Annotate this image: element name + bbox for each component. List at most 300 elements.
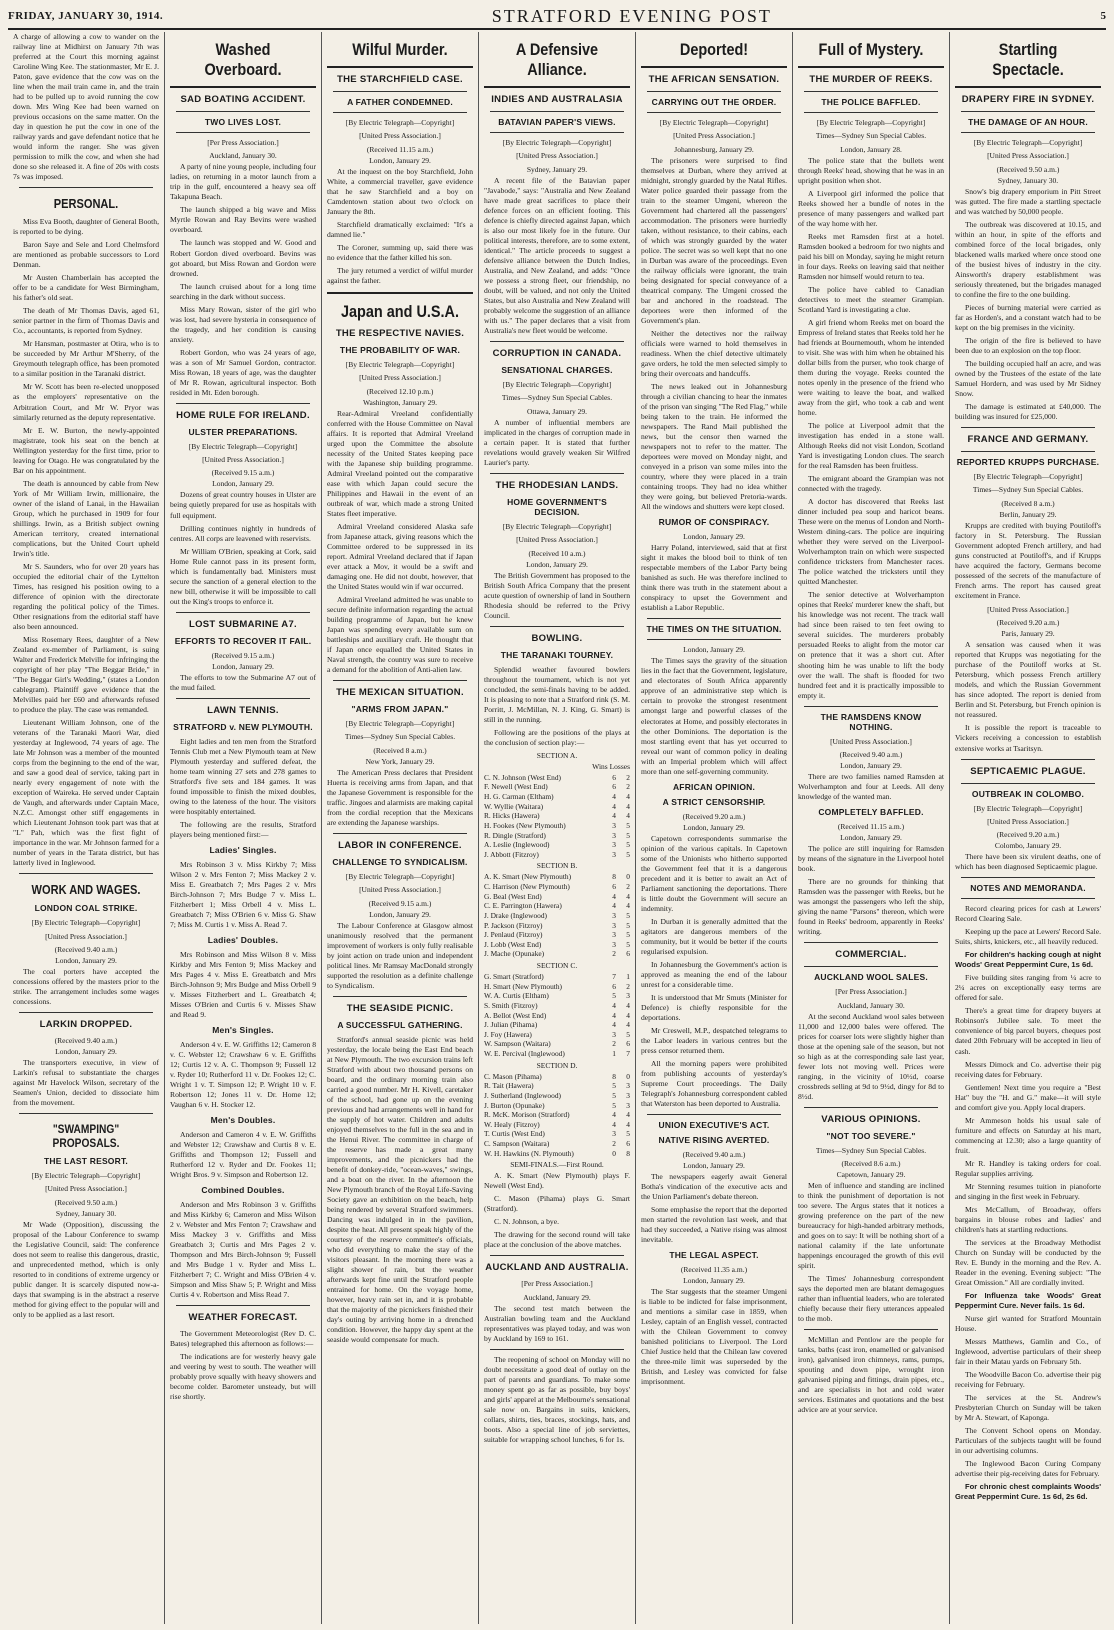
article-text: At the inquest on the boy Starchfield, John White, a commercial traveller, gave evidence that he saw Starchfield and a boy on Camdentown station about two o'clock on January the 8th. xyxy=(327,166,473,216)
subheading: CARRYING OUT THE ORDER. xyxy=(651,97,777,107)
headline: Wilful Murder. xyxy=(352,40,448,59)
article-text: Miss Mary Rowan, sister of the girl who was lost, had severe hysteria in consequence of the tragedy, and her condition is causing anxiety. xyxy=(170,304,316,344)
subheading: NATIVE RISING AVERTED. xyxy=(658,1135,770,1145)
section-heading: PERSONAL. xyxy=(53,196,119,212)
subheading: Ladies' Singles. xyxy=(209,844,277,855)
subheading: SAD BOATING ACCIDENT. xyxy=(180,94,306,105)
received-time: (Received 11.15 a.m.) xyxy=(366,144,434,154)
table-row xyxy=(484,821,630,831)
player-name: G. Smart (Stratford) xyxy=(484,972,544,982)
subheading: THE PROBABILITY OF WAR. xyxy=(339,344,461,355)
subheading: COMPLETELY BAFFLED. xyxy=(818,806,924,817)
subheading: AUCKLAND WOOL SALES. xyxy=(814,972,928,983)
divider xyxy=(647,1114,781,1115)
player-name: H. G. Carman (Eltham) xyxy=(484,792,554,802)
credit-line: [United Press Association.] xyxy=(516,535,598,545)
divider xyxy=(176,132,310,133)
article-text: Admiral Vreeland admitted he was unable to secure definite information regarding the actual building programme of Japan, but he knew Japan was spending every available sum on battleships and auxiliary craft. He thought that if Japan once equalled the United States in Naval strength, the country was sure to receive a demand for the abolition of Anti-alien law. xyxy=(327,594,473,675)
wins-cell: 3 xyxy=(612,930,616,940)
losses-cell: 4 xyxy=(626,891,630,901)
subheading: INDIES AND AUSTRALASIA xyxy=(491,94,623,105)
news-item: The death of Mr Thomas Davis, aged 61, senior partner in the firm of Thomas Davis and Co., accountants, is reported from Sydney. xyxy=(13,306,159,336)
column-4 xyxy=(479,32,636,1624)
column-2 xyxy=(165,32,322,1624)
article-text: The Government Meteorologist (Rev D. C. Bates) telegraphed this afternoon as follows:— xyxy=(170,1329,316,1349)
headline: Japan and U.S.A. xyxy=(340,301,460,321)
player-name: S. Smith (Fitzroy) xyxy=(484,1000,538,1010)
received-time: (Received 9.15 a.m.) xyxy=(368,898,432,908)
table-row xyxy=(484,802,630,812)
wins-cell: 8 xyxy=(612,1071,616,1081)
article-text: Some emphasise the report that the deported men started the revolution last week, and that had they succeeded, a Native rising was almost inevitable. xyxy=(641,1205,787,1245)
losses-cell: 5 xyxy=(626,1129,630,1139)
article-text: The indications are for westerly heavy gale and veering by west to south. The weather will probably prove squally with heavy showers and become colder. Barometer unsteady, but will rise shortly. xyxy=(170,1352,316,1402)
dateline: Auckland, January 30. xyxy=(837,1000,905,1010)
credit-line: [By Electric Telegraph—Copyright] xyxy=(502,521,612,531)
wins-cell: 3 xyxy=(612,830,616,840)
news-item: Five building sites ranging from ¼ acre to 2¼ acres on exceptionally easy terms are offered for sale. xyxy=(955,973,1101,1003)
article-text: Following are the positions of the plays at the conclusion of section play:— xyxy=(484,727,630,747)
subheading: Combined Doubles. xyxy=(201,1185,285,1196)
player-name: J. Drake (Inglewood) xyxy=(484,910,548,920)
article-text: The American Press declares that President Huerta is receiving arms from Japan, and that the Japanese Government is responsible for the traffic. Jingoes and alarmists are making capital from the cordial reception that the Mexicans are extending the Japanese warships. xyxy=(327,767,473,827)
article-text: It is possible the report is traceable to Vickers receiving a concession to establish extensive works at Tsaritsyn. xyxy=(955,723,1101,753)
results-text: Anderson 4 v. E. W. Griffiths 12; Cameron 8 v. C. Webster 12; Crawshaw 6 v. E. Griffiths 12; Curtis 12 v. A. C. Thompson 9; Fussell 12 v. Ryder 10; Rutherford 11 v. Dr. Fookes 12; C. Wright 1 v. T. Simpson 12; P. Wright 10 v. F. Robertson 12; Jones 11 v. Dr. Home 12; Vaughan 6 v. H. Stocker 12. xyxy=(170,1040,316,1110)
divider xyxy=(961,759,1095,760)
divider xyxy=(327,292,473,294)
article-text: Reeks met Ramsden first at a hotel. Ramsden booked a bedroom for two nights and paid his bill on Monday, saying he might return in four days. Reeks on leaving said that neither Ramsden nor himself would return to tea. xyxy=(798,231,944,281)
divider xyxy=(961,451,1095,452)
table-row xyxy=(484,1072,630,1082)
subheading: HOME GOVERNMENT'S DECISION. xyxy=(507,496,607,517)
wins-cell: 3 xyxy=(612,939,616,949)
losses-cell: 5 xyxy=(626,849,630,859)
received-time: (Received 9.50 a.m.) xyxy=(996,164,1060,174)
table-row xyxy=(484,1001,630,1011)
table-section-label: SEMI-FINALS.—First Round. xyxy=(510,1160,604,1170)
losses-cell: 5 xyxy=(626,939,630,949)
losses-cell: 2 xyxy=(626,981,630,991)
table-section-label: SECTION D. xyxy=(536,1060,578,1070)
subheading: THE RAMSDENS KNOW NOTHING. xyxy=(820,711,922,732)
subheading: THE AFRICAN SENSATION. xyxy=(648,74,780,85)
credit-line: [By Electric Telegraph—Copyright] xyxy=(973,803,1083,813)
wins-cell: 7 xyxy=(612,972,616,982)
subheading: THE MURDER OF REEKS. xyxy=(809,74,933,85)
wins-cell: 4 xyxy=(612,1110,616,1120)
article-text: The police at Liverpool admit that the investigation has ended in a stone wall. Although Reeks did not visit London, Scotland Yard is investigating London clues. The search for the real Ramsden has been fruitless. xyxy=(798,421,944,471)
wins-cell: 6 xyxy=(612,782,616,792)
subheading: TWO LIVES LOST. xyxy=(204,117,282,127)
table-row xyxy=(484,991,630,1001)
losses-cell: 6 xyxy=(626,1039,630,1049)
article-text: A recent file of the Batavian paper "Javabode," says: "Australia and New Zealand have made great sacrifices to place their defence forces on an efficient footing. This defence is chiefly directed against Japan, which is also our most likely foe in the future. Our political interests, therefore, are to some extent, identical." The article proceeds to suggest a defensive alliance between the Dutch Indies, Australia, and New Zealand, and adds: "Once we possess a strong fleet, our friendship, no doubt, will be valued, and not only the United States, but also Australia and New Zealand will probably welcome the suggestion of an alliance with us." The paper declares that a visit from Australia's new fleet would be welcome. xyxy=(484,175,630,335)
article-text: The coal porters have accepted the concessions offered by the masters prior to the strike. The arrangement includes some wages concessions. xyxy=(13,966,159,1006)
subheading: SENSATIONAL CHARGES. xyxy=(501,365,613,375)
news-item: Mr Hansman, postmaster at Otira, who is to be succeeded by Mr Arthur M'Sherry, of the Greymouth telegraph office, has been promoted to a similar position in the Taranaki district. xyxy=(13,339,159,379)
article-text: The transporters executive, in view of Larkin's refusal to substantiate the charges against Mr Havelock Wilson, secretary of the Seamen's Union, decided to dissociate him from the movement. xyxy=(13,1058,159,1108)
news-item: Mrs McCallum, of Broadway, offers bargains in blouse robes and ladies' and children's hats at startling reductions. xyxy=(955,1204,1101,1234)
wins-cell: 4 xyxy=(612,801,616,811)
losses-cell: 2 xyxy=(626,772,630,782)
dateline: London, January 29. xyxy=(683,645,745,655)
losses-cell: 1 xyxy=(626,972,630,982)
subheading: LONDON COAL STRIKE. xyxy=(34,903,138,914)
dateline: London, January 28. xyxy=(840,144,902,154)
losses-cell: 4 xyxy=(626,1119,630,1129)
divider xyxy=(798,66,944,68)
news-item: Messrs Dimock and Co. advertise their pig receiving dates for February. xyxy=(955,1059,1101,1079)
dateline: Berlin, January 29. xyxy=(999,509,1057,519)
article-text: Men of influence and standing are inclined to think the punishment of deportation is not too severe. The Argus states that it notices a growing preference on the part of the new bureaucracy for high-handed arbitrary methods, and goes on to say: It will be nothing short of a national calamity if the late unfortunate happenings encouraged the growth of this evil spirit. xyxy=(798,1181,944,1271)
news-item: Mr R. Handley is taking orders for coal. Regular supplies arriving. xyxy=(955,1158,1101,1178)
article-text: A charge of allowing a cow to wander on the railway line at Midhirst on January 7th was preferred at the Court this morning against Caroline Wing Kee. The stationmaster, Mr E. J. Paton, gave evidence that the cow was on the line when the mail train came in, and the train had to be pulled up to avoid running the cow down. Mrs Wing Kee had been warned on previous occasions on the same matter. On the day in question he put the cow in one of the railway yards and gave defendant notice that he would inform the ranger. She was given permission to milk the cow, and when she had done so she released it. A fine of 20s with costs 7s was imposed. xyxy=(13,32,159,182)
table-row xyxy=(484,1039,630,1049)
dateline: Sydney, January 30. xyxy=(55,1208,117,1218)
news-item: Miss Rosemary Rees, daughter of a New Zealand ex-member of Parliament, is suing Walter and Frederick Melville for infringing the copyright of her play "The Beggar Bride," in "The Beggar Girl's Wedding," (states a London cablegram). Plaintiff gave evidence that the Melvilles paid her £60 and afterwards refused to produce the play. The case was remanded. xyxy=(13,634,159,714)
divider xyxy=(333,112,467,113)
article-text: Eight ladies and ten men from the Stratford Tennis Club met a New Plymouth team at New Plymouth yesterday and suffered defeat, the home team winning 27 sets and 278 games to Stratford's five sets and 184 games. It was found impossible to finish the mixed doubles, owing to the lateness of the hour. The visitors were hospitably entertained. xyxy=(170,736,316,816)
losses-cell: 4 xyxy=(626,811,630,821)
divider xyxy=(176,403,310,404)
table-row xyxy=(484,850,630,860)
table-row xyxy=(484,872,630,882)
article-text: The police are still inquiring for Ramsden by means of the signature in the Liverpool hotel book. xyxy=(798,843,944,874)
received-time: (Received 8 a.m.) xyxy=(373,745,427,755)
article-text: The Star suggests that the steamer Umgeni is liable to be indicted for false imprisonment, and mentions a similar case in 1859, when Lesley, captain of an English vessel, contracted with the Chilean Government to convey banished politicians to Liverpool. The Lord Chief Justice held that the Chilean law covered the three-mile limit was superseded by the British, and Lesley was convicted for false imprisonment. xyxy=(641,1287,787,1387)
losses-cell: 4 xyxy=(626,1000,630,1010)
article-text: The prisoners were surprised to find themselves at Durban, where they arrived at midnight, strongly guarded by the Natal Rifles. Water police guarded their passage from the train to the steamer Umgeni, whereon the Government had chartered all the passengers' accommodation. The prisoners were hurriedly taken, without resistance, to their cabins, each of which was strongly guarded by the water police. The secret was so well kept that no one in Durban was aware of the proceedings. Even the railway officials were ignorant, the train being designated for special conveyance of a theatrical company. The Umgeni crossed the bar and anchored in the roadstead. The deportees were then informed of the Government's plan. xyxy=(641,155,787,325)
column-6 xyxy=(793,32,950,1624)
wins-cell: 2 xyxy=(612,949,616,959)
section-heading: WORK AND WAGES. xyxy=(31,882,141,898)
losses-cell: 3 xyxy=(626,991,630,1001)
wins-cell: 3 xyxy=(612,849,616,859)
divider xyxy=(176,111,310,112)
divider xyxy=(19,187,153,188)
divider xyxy=(19,1012,153,1013)
wins-cell: 6 xyxy=(612,772,616,782)
received-time: (Received 9.50 a.m.) xyxy=(54,1197,118,1207)
divider xyxy=(327,66,473,68)
divider xyxy=(490,473,624,474)
news-item: Record clearing prices for cash at Lewers' Record Clearing Sale. xyxy=(955,904,1101,924)
player-name: W. E. Percival (Inglewood) xyxy=(484,1049,565,1059)
news-item: Mr Ammeson holds his usual sale of furniture and effects on Saturday at his mart, commencing at 12.30; also a large quantity of fruit. xyxy=(955,1115,1101,1155)
credit-line: [United Press Association.] xyxy=(359,131,441,141)
news-item: Mr S. Saunders, who for over 20 years has occupied the editorial chair of the Lyttelton Times, has resigned his position owing to a difference of opinion with the directorate regarding the political policy of the Times. Other resignations from the editorial staff have also been announced. xyxy=(13,561,159,631)
subheading: THE LEGAL ASPECT. xyxy=(669,1250,759,1261)
player-name: A. Bellot (West End) xyxy=(484,1010,547,1020)
issue-date: FRIDAY, JANUARY 30, 1914. xyxy=(8,10,164,22)
subheading: Men's Singles. xyxy=(212,1025,274,1036)
player-name: J. Penlaud (Fitzroy) xyxy=(484,930,543,940)
dateline: Washington, January 29. xyxy=(363,397,437,407)
section-heading: THE SEASIDE PICNIC. xyxy=(346,1002,454,1014)
dateline: Auckland, January 30. xyxy=(209,151,277,161)
player-name: J. Sutherland (Inglewood) xyxy=(484,1090,561,1100)
table-row xyxy=(484,1120,630,1130)
wins-cell: 3 xyxy=(612,920,616,930)
article-text: There are no grounds for thinking that Ramsden was the passenger with Reeks, but he was amongst the passengers who left the ship, giving the name "Parsons" thereon, which were found in Reeks' bedroom, apparently in Reeks' writing. xyxy=(798,877,944,937)
player-name: J. Abbott (Fitzroy) xyxy=(484,849,539,859)
news-item: Messrs Matthews, Gamlin and Co., of Inglewood, advertise particulars of their sheep fair in their Matau yards on February 5th. xyxy=(955,1336,1101,1366)
table-row xyxy=(484,972,630,982)
received-time: (Received 10 a.m.) xyxy=(528,548,586,558)
table-row xyxy=(484,831,630,841)
received-time: (Received 9.20 a.m.) xyxy=(996,830,1060,840)
losses-cell: 3 xyxy=(626,1081,630,1091)
table-row xyxy=(484,1011,630,1021)
divider xyxy=(19,1113,153,1114)
table-row xyxy=(484,930,630,940)
divider xyxy=(333,680,467,681)
wins-cell: 4 xyxy=(612,891,616,901)
table-row xyxy=(484,982,630,992)
received-time: (Received 8.6 a.m.) xyxy=(841,1159,901,1169)
wins-cell: 2 xyxy=(612,1139,616,1149)
player-name: W. Wyllie (Waitara) xyxy=(484,801,544,811)
article-text: A doctor has discovered that Reeks last dinner included pea soup and haricot beans. These were on the menus of London and North-Western dining-cars. The police are inquiring whether they were served on the Liverpool-Wolverhampton train on which were suspected confidence tricksters from Manchester races. The police watched the tricksters until they quitted Manchester. xyxy=(798,497,944,587)
credit-line: [By Electric Telegraph—Copyright] xyxy=(345,719,455,729)
losses-cell: 5 xyxy=(626,830,630,840)
section-heading: VARIOUS OPINIONS. xyxy=(821,1113,921,1125)
wins-cell: 5 xyxy=(612,991,616,1001)
divider xyxy=(333,91,467,92)
article-text: Splendid weather favoured bowlers throughout the tournament, which is not yet concluded, the semi-finals having to be added. It is pleasing to note that a Stratford rink (S. M. Porritt, J. McMillan, N. J. King, G. Smart) is still in the running. xyxy=(484,664,630,724)
newspaper-title: STRATFORD EVENING POST xyxy=(491,5,772,26)
dateline: London, January 29. xyxy=(369,155,431,165)
news-item: Mr W. Scott has been re-elected unopposed as the employers' representative on the Arbitration Court, and Mr W. Pryor was similarly returned as the deputy representative. xyxy=(13,382,159,422)
received-time: (Received 8 a.m.) xyxy=(1001,498,1055,508)
losses-cell: 0 xyxy=(626,1071,630,1081)
table-row xyxy=(484,901,630,911)
wins-cell: 1 xyxy=(612,1049,616,1059)
news-item: Baron Saye and Sele and Lord Chelmsford are mentioned as probable successors to Lord Denman. xyxy=(13,240,159,270)
credit-line: [By Electric Telegraph—Copyright] xyxy=(659,118,769,127)
subheading: THE POLICE BAFFLED. xyxy=(821,97,921,107)
player-name: P. Jackson (Fitzroy) xyxy=(484,920,543,930)
headline: Startling Spectacle. xyxy=(992,40,1064,79)
dateline: London, January 29. xyxy=(212,661,274,671)
table-row xyxy=(484,840,630,850)
column-5 xyxy=(636,32,793,1624)
results-text: Mrs Robinson 3 v. Miss Kirkby 7; Miss Wilson 2 v. Mrs Fenton 7; Miss Mackey 2 v. Miss E. Greatbatch 7; Mrs Pages 2 v. Mrs Birch-Johnson 7; Mrs Budge 7 v. Miss L. Fitzherbert 1; Miss Orbell 4 v. Miss L. Greatbatch 7; Miss O'Brien 6 v. Miss G. Shaw 7; Miss M. Curtis 1 v. Miss A. Read 7. xyxy=(170,859,316,929)
column-7 xyxy=(950,32,1106,1624)
table-row xyxy=(484,811,630,821)
player-name: C. Sampson (Waitara) xyxy=(484,1139,550,1149)
article-text: Pieces of burning material were carried as far as Horden's, and a constant watch had to be kept on the big premises in the vicinity. xyxy=(955,302,1101,332)
subheading: EFFORTS TO RECOVER IT FAIL. xyxy=(174,635,312,646)
wins-cell: 4 xyxy=(612,901,616,911)
divider xyxy=(176,1305,310,1306)
article-text: The police have cabled to Canadian detectives to meet the steamer Grampian. Scotland Yard is investigating a clue. xyxy=(798,284,944,314)
table-row xyxy=(484,1101,630,1111)
article-text: Mr William O'Brien, speaking at Cork, said Home Rule cannot pass in its present form, which is fundamentally bad. Ministers must secure the sanction of a general election to the new bill, otherwise it will be impossible to call out the King's troops to enforce it. xyxy=(170,546,316,606)
article-text: Admiral Vreeland considered Alaska safe from Japanese attack, giving reasons which the Committee ordered to be suppressed in its report. Admiral Vreeland declared that if Japan ever attack a Mov, it would be a swift and damaging one. He did not doubt, however, that the United States would win if war occurred. xyxy=(327,521,473,591)
player-name: A. Leslie (Inglewood) xyxy=(484,840,550,850)
divider xyxy=(961,111,1095,112)
subheading: THE DAMAGE OF AN HOUR. xyxy=(968,117,1088,127)
dateline: London, January 29. xyxy=(683,1276,745,1286)
losses-cell: 0 xyxy=(626,872,630,882)
player-name: C. E. Parrington (Hawera) xyxy=(484,901,562,911)
wins-cell: 6 xyxy=(612,882,616,892)
section-heading: FRANCE AND GERMANY. xyxy=(967,434,1089,446)
table-section-label: SECTION A. xyxy=(536,750,578,760)
credit-line: [By Electric Telegraph—Copyright] xyxy=(345,118,455,127)
table-row xyxy=(484,1030,630,1040)
wins-cell: 5 xyxy=(612,1090,616,1100)
article-text: The jury returned a verdict of wilful murder against the father. xyxy=(327,265,473,285)
wins-cell: 4 xyxy=(612,1119,616,1129)
divider xyxy=(490,341,624,342)
player-name: H. Smart (New Plymouth) xyxy=(484,981,563,991)
section-heading: LABOR IN CONFERENCE. xyxy=(338,839,462,851)
divider xyxy=(961,877,1095,878)
received-time: (Received 9.15 a.m.) xyxy=(211,650,275,660)
table-row xyxy=(484,782,630,792)
article-text: The police state that the bullets went through Reeks' head, showing that he was in an upright position when shot. xyxy=(798,155,944,185)
player-name: W. Sampson (Waitara) xyxy=(484,1039,551,1049)
advertisement-text: For Influenza take Woods' Great Peppermint Cure. Never fails. 1s 6d. xyxy=(955,1290,1101,1310)
dateline: Auckland, January 29. xyxy=(523,1292,591,1302)
results-table-c xyxy=(484,972,630,1059)
wins-cell: 6 xyxy=(612,981,616,991)
article-text: The Labour Conference at Glasgow almost unanimously resolved that the permanent improvement of workers is only fully realisable by joint action on trade union and independent political lines. Mr Ramsay MacDonald strongly supported the resolution as a definite challenge to Syndicalism. xyxy=(327,920,473,990)
article-text: The emigrant aboard the Grampian was not connected with the tragedy. xyxy=(798,474,944,494)
player-name: G. Beal (West End) xyxy=(484,891,542,901)
losses-cell: 7 xyxy=(626,1049,630,1059)
results-table-a xyxy=(484,773,630,860)
article-text: The British Government has proposed to the British South Africa Company that the present acute question of ownership of land in Southern Rhodesia should be referred to the Privy Council. xyxy=(484,570,630,620)
article-text: C. Mason (Pihama) plays G. Smart (Stratford). xyxy=(484,1194,630,1214)
results-text: Anderson and Mrs Robinson 3 v. Griffiths and Miss Kirkby 6; Cameron and Miss Wilson 2 v. Webster and Mrs Fenton 7; Crawshaw and Miss Mackey 3 v. Griffiths and Miss Greatbatch 3; Curtis and Mrs Pages 2 v. Thompson and Mrs Birch-Johnson 9; Fussell and Mrs Budge 1 v. Ryder and Miss L. Fitzherbert 7; C. Wright and Miss O'Brien 4 v. Simpson and Miss Shaw 5; P. Wright and Miss Curtis 4 v. Robertson and Miss Read 7. xyxy=(170,1200,316,1300)
divider xyxy=(955,86,1101,88)
subheading: ULSTER PREPARATIONS. xyxy=(188,426,298,437)
credit-line: [By Electric Telegraph—Copyright] xyxy=(973,472,1083,482)
received-time: (Received 9.40 a.m.) xyxy=(54,1036,118,1046)
newspaper-columns xyxy=(8,32,1106,1624)
article-text: The launch was stopped and W. Good and Robert Gordon dived overboard. Bevins was got aboard, but Miss Rowan and Gordon were drowned. xyxy=(170,238,316,278)
section-heading: AUCKLAND AND AUSTRALIA. xyxy=(485,1262,629,1274)
wins-cell: 4 xyxy=(612,1010,616,1020)
losses-cell: 5 xyxy=(626,910,630,920)
player-name: J. Foy (Hawera) xyxy=(484,1029,532,1039)
advertisement-text: For chronic chest complaints Woods' Great Peppermint Cure. 1s 6d, 2s 6d. xyxy=(955,1482,1101,1502)
player-name: W. A. Curtis (Eltham) xyxy=(484,991,549,1001)
subheading: A FATHER CONDEMNED. xyxy=(347,97,453,107)
article-text: The Coroner, summing up, said there was no evidence that the father killed his son. xyxy=(327,242,473,262)
article-text: All the morning papers were prohibited from publishing accounts of yesterday's Supreme Court proceedings. The Daily Telegraph's Johannesburg correspondent cabled that Waterston has been deported to Australia. xyxy=(641,1058,787,1108)
divider xyxy=(176,612,310,613)
credit-line: [By Electric Telegraph—Copyright] xyxy=(31,918,141,928)
subheading: THE TIMES ON THE SITUATION. xyxy=(646,624,782,635)
table-row xyxy=(484,773,630,783)
dateline: Colombo, January 29. xyxy=(994,841,1062,851)
article-text: The launch cruised about for a long time searching in the dark without success. xyxy=(170,281,316,301)
dateline: London, January 29. xyxy=(840,760,902,770)
article-text: A girl friend whom Reeks met on board the Empress of Ireland states that Reeks told her he had friends at Bournemouth, whom he intended to visit. She was with him when he obtained his dollar bills from the purser, who took charge of them during the voyage. Reeks counted the notes openly in the presence of the friend who were waiting to leave the boat, and walked away from the girl, who took a cab and went home. xyxy=(798,317,944,418)
table-row xyxy=(484,892,630,902)
player-name: R. Tait (Hawera) xyxy=(484,1081,534,1091)
article-text: At the second Auckland wool sales between 11,000 and 12,000 bales were offered. The prices for coarser lots were slightly higher than those at the opening sale of the season, but not so high as at the corresponding sale last year, fewer lots not moving well. Prices were ranging, in the vicinity of 10½d, coarse crossbreds selling at 9d to 9½d, dingy for 8d to 8½d. xyxy=(798,1011,944,1101)
dateline: London, January 29. xyxy=(212,479,274,489)
column-3 xyxy=(322,32,479,1624)
divider xyxy=(804,91,938,92)
article-text: The building occupied half an acre, and was owned by the Trustees of the estate of the late Samuel Hordern, and was used by Mr Sidney Snow. xyxy=(955,359,1101,399)
table-row xyxy=(484,792,630,802)
article-text: Drilling continues nightly in hundreds of centres. All corps are leavened with reservists. xyxy=(170,523,316,543)
subheading: Ladies' Doubles. xyxy=(207,934,279,945)
player-name: R. McK. Morison (Stratford) xyxy=(484,1110,570,1120)
credit-line: [United Press Association.] xyxy=(673,131,755,141)
wins-cell: 2 xyxy=(612,1039,616,1049)
received-time: (Received 11.15 a.m.) xyxy=(837,821,905,831)
divider xyxy=(641,66,787,68)
news-item: The death is announced by cable from New York of Mr William Irwin, millionaire, the owner of the island of Lanai, in the Hawaiian Group, which he purchased in 1909 for four shillings. Irwin, as a British subject owning American territory, created international complications, but the United Court upheld Irwin's title. xyxy=(13,478,159,558)
article-text: The Times' Johannesburg correspondent says the deported men are blatant demagogues rather than influential leaders, who are tolerated chiefly because their fiery utterances appealed to the mob. xyxy=(798,1274,944,1324)
losses-cell: 3 xyxy=(626,1100,630,1110)
article-text: There are two families named Ramsden at Wolverhampton and four at Leeds. All deny knowledge of the wanted man. xyxy=(798,771,944,801)
received-time: (Received 9.20 a.m.) xyxy=(682,811,746,821)
article-text: Stratford's annual seaside picnic was held yesterday, the locale being the East End beach at New Plymouth. The two excursion trains left Stratford with about two thousand persons on board, and the ordinary morning train also carried a good number. Mr H. Kivell, caretaker of the school, had gone up on the evening previous and had arrangements well in hand for the supply of hot water. Children and adults enjoyed themselves to the full in the sea and in the Henui River. The committee in charge of the reserve has made a great many improvements, and the picnickers had the benefit of donkey-ride, "ocean-waves," swings, and a boat on the river. In the afternoon the New Plymouth branch of the Royal Life-Saving Society gave an exhibition on the beach, help being rendered by several Stratford swimmers. Dancing was indulged in in the pavilion, despite the heat. All present speak highly of the courtesy of the reserve committee's officials, who did everything to make the stay of the visitors pleasant. In the morning there was a slight shower of rain, but the weather afterwards kept fine until the Stratford people entrained for home. On the voyage home, however, heavy rain set in, and it is probable that the majority of the picnickers finished their day's outing by arriving home in a drenched condition. However, the happy day spent at the seaside would compensate for much. xyxy=(327,1034,473,1345)
losses-cell: 2 xyxy=(626,882,630,892)
subheading: NOTES AND MEMORANDA. xyxy=(970,883,1086,894)
article-text: The drawing for the second round will take place at the conclusion of the above matches. xyxy=(484,1230,630,1250)
article-text: The outbreak was discovered at 10.15, and within an hour, in spite of the efforts and combined force of the local brigades, only blackened walls marked where once stood one of the busiest hives of industry in the city. Ainsworth's drapery establishment was seriously threatened, but the brigades managed to confine the fire to the one building. xyxy=(955,219,1101,299)
news-item: Mr E. W. Burton, the newly-appointed magistrate, took his seat on the bench at Wellington yesterday for the first time, prior to leaving for Otago. He was congratulated by the Bar on his appointment. xyxy=(13,425,159,475)
divider xyxy=(647,639,781,640)
subheading: THE RESPECTIVE NAVIES. xyxy=(335,327,465,339)
article-text: It is understood that Mr Smuts (Minister for Defence) is chiefly responsible for the deportations. xyxy=(641,992,787,1022)
news-item: The services at the Broadway Methodist Church on Sunday will be conducted by the Rev. E. Bundy in the morning and the Rev. A. Reader in the evening. Evening subject: "The Great Omission." All are cordially invited. xyxy=(955,1237,1101,1287)
article-text: A. K. Smart (New Plymouth) plays F. Newell (West End). xyxy=(484,1171,630,1191)
divider xyxy=(490,1255,624,1256)
section-heading: WEATHER FORECAST. xyxy=(188,1312,298,1324)
headline: Full of Mystery. xyxy=(818,40,924,59)
article-text: Krupps are credited with buying Poutiloff's factory in St. Petersburg. The Russian Government adopted French artillery, and had guns constructed at Poutiloff's, and if Krupps have acquired the factory, Germans become possessed of the secrets of the manufacture of French arms. The report has caused great excitement in France. xyxy=(955,520,1101,600)
table-section-label: SECTION B. xyxy=(536,861,578,871)
player-name: F. Newell (West End) xyxy=(484,782,548,792)
news-item: Keeping up the pace at Lewers' Record Sale. Suits, shirts, knickers, etc., all heavily reduced. xyxy=(955,927,1101,947)
subheading: THE TARANAKI TOURNEY. xyxy=(500,649,614,660)
wins-cell: 3 xyxy=(612,1129,616,1139)
advertisement-text: McMillan and Pentlow are the people for tanks, baths (cast iron, enamelled or galvanised iron), galvanised iron chimneys, rams, pumps, spouting and down pipe, wrought iron galvanised piping and fittings, drain pipes, etc., and are specialists in hot and cold water services. Estimates and quotations and the best advice are at your service. xyxy=(798,1335,944,1415)
losses-cell: 8 xyxy=(626,1148,630,1158)
news-item: Nurse girl wanted for Stratford Mountain House. xyxy=(955,1313,1101,1333)
divider xyxy=(961,898,1095,899)
headline: A Defensive Alliance. xyxy=(515,40,599,79)
credit-line: [By Electric Telegraph—Copyright] xyxy=(345,359,455,369)
divider xyxy=(333,996,467,997)
subheading: THE LAST RESORT. xyxy=(44,1156,128,1167)
credit-line: [United Press Association.] xyxy=(987,604,1069,614)
subheading: REPORTED KRUPPS PURCHASE. xyxy=(956,457,1100,468)
credit-line: [By Electric Telegraph—Copyright] xyxy=(816,118,926,127)
subheading: AFRICAN OPINION. xyxy=(672,781,756,792)
subheading: THE STARCHFIELD CASE. xyxy=(337,74,463,85)
wins-cell: 3 xyxy=(612,840,616,850)
losses-cell: 6 xyxy=(626,949,630,959)
losses-cell: 4 xyxy=(626,1110,630,1120)
dateline: London, January 29. xyxy=(683,532,745,542)
dateline: London, January 29. xyxy=(369,909,431,919)
divider xyxy=(804,706,938,707)
subheading: DRAPERY FIRE IN SYDNEY. xyxy=(961,94,1095,105)
received-time: (Received 9.15 a.m.) xyxy=(211,468,275,478)
wins-cell: 4 xyxy=(612,1000,616,1010)
